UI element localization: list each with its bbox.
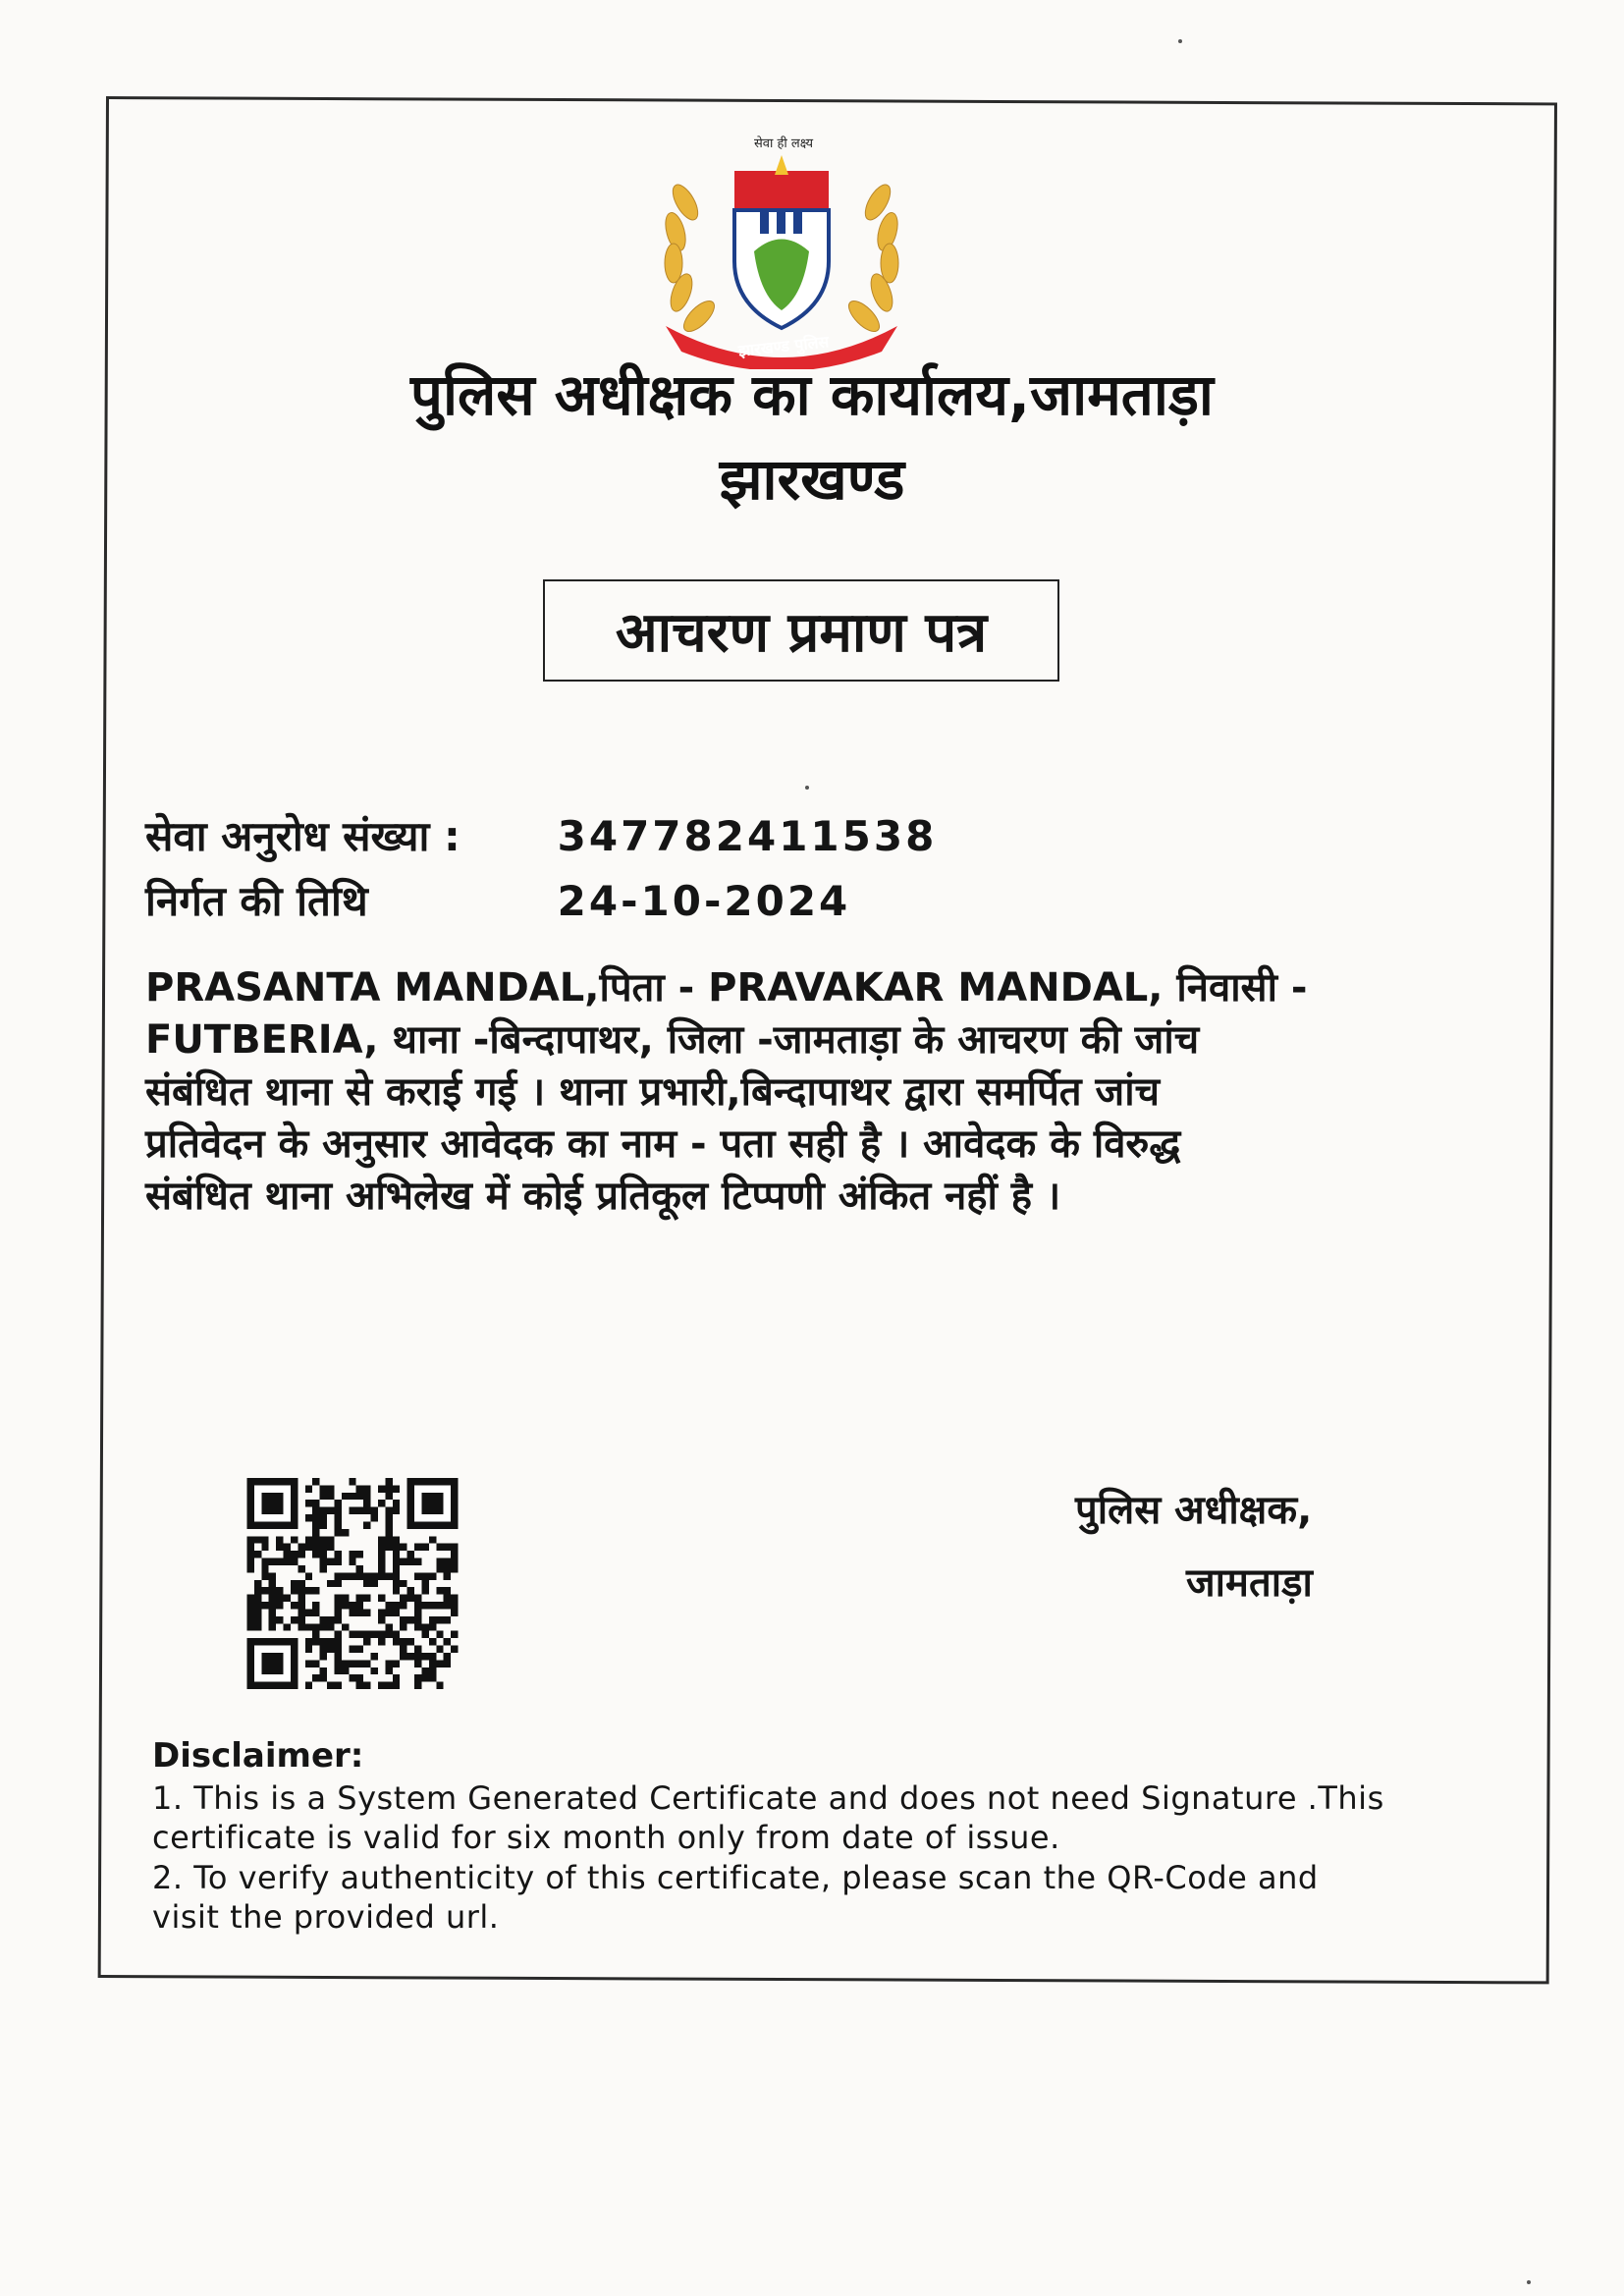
request-number-row — [145, 807, 937, 863]
request-number-label: सेवा अनुरोध संख्या : — [145, 812, 460, 860]
body-line: FUTBERIA, थाना -बिन्दापाथर, जिला -जामताड़ा के आचरण की जांच — [145, 1017, 1200, 1063]
issue-date-row — [145, 872, 850, 928]
body-line: PRASANTA MANDAL,पिता - PRAVAKAR MANDAL, निवासी - — [145, 965, 1308, 1011]
scan-speck — [1527, 2280, 1531, 2284]
disclaimer-line: 2. To verify authenticity of this certificate, please scan the QR-Code and — [152, 1859, 1319, 1896]
state-title: झारखण्ड — [719, 446, 905, 513]
disclaimer-line: certificate is valid for six month only from date of issue. — [152, 1819, 1060, 1856]
request-number-value: 347782411538 — [557, 812, 938, 860]
signatory-title: पुलिस अधीक्षक, — [1075, 1488, 1313, 1533]
disclaimer-line: visit the provided url. — [152, 1898, 500, 1936]
signatory-location: जामताड़ा — [1186, 1560, 1313, 1606]
office-title: पुलिस अधीक्षक का कार्यालय,जामताड़ा — [410, 361, 1214, 428]
body-line: प्रतिवेदन के अनुसार आवेदक का नाम - पता सही है । आवेदक के विरुद्ध — [145, 1121, 1181, 1167]
emblem-motto: सेवा ही लक्ष्य — [753, 137, 814, 151]
scan-speck — [1178, 39, 1182, 43]
certificate-body — [145, 962, 1520, 1223]
body-line: संबंधित थाना अभिलेख में कोई प्रतिकूल टिप्पणी अंकित नहीं है । — [145, 1174, 1061, 1219]
verification-qr-code[interactable] — [245, 1478, 460, 1689]
issue-date-label: निर्गत की तिथि — [145, 877, 368, 925]
certificate-title: आचरण प्रमाण पत्र — [543, 579, 1059, 682]
disclaimer-line: 1. This is a System Generated Certificate and does not need Signature .This — [152, 1779, 1384, 1817]
body-line: संबंधित थाना से कराई गई । थाना प्रभारी,बिन्दापाथर द्वारा समर्पित जांच — [145, 1069, 1160, 1115]
issue-date-value: 24-10-2024 — [557, 877, 851, 925]
disclaimer-heading: Disclaimer: — [152, 1736, 364, 1776]
emblem-banner: झारखण्ड पुलिस — [737, 332, 831, 360]
scan-speck — [805, 786, 809, 790]
jharkhand-police-emblem — [646, 134, 917, 369]
